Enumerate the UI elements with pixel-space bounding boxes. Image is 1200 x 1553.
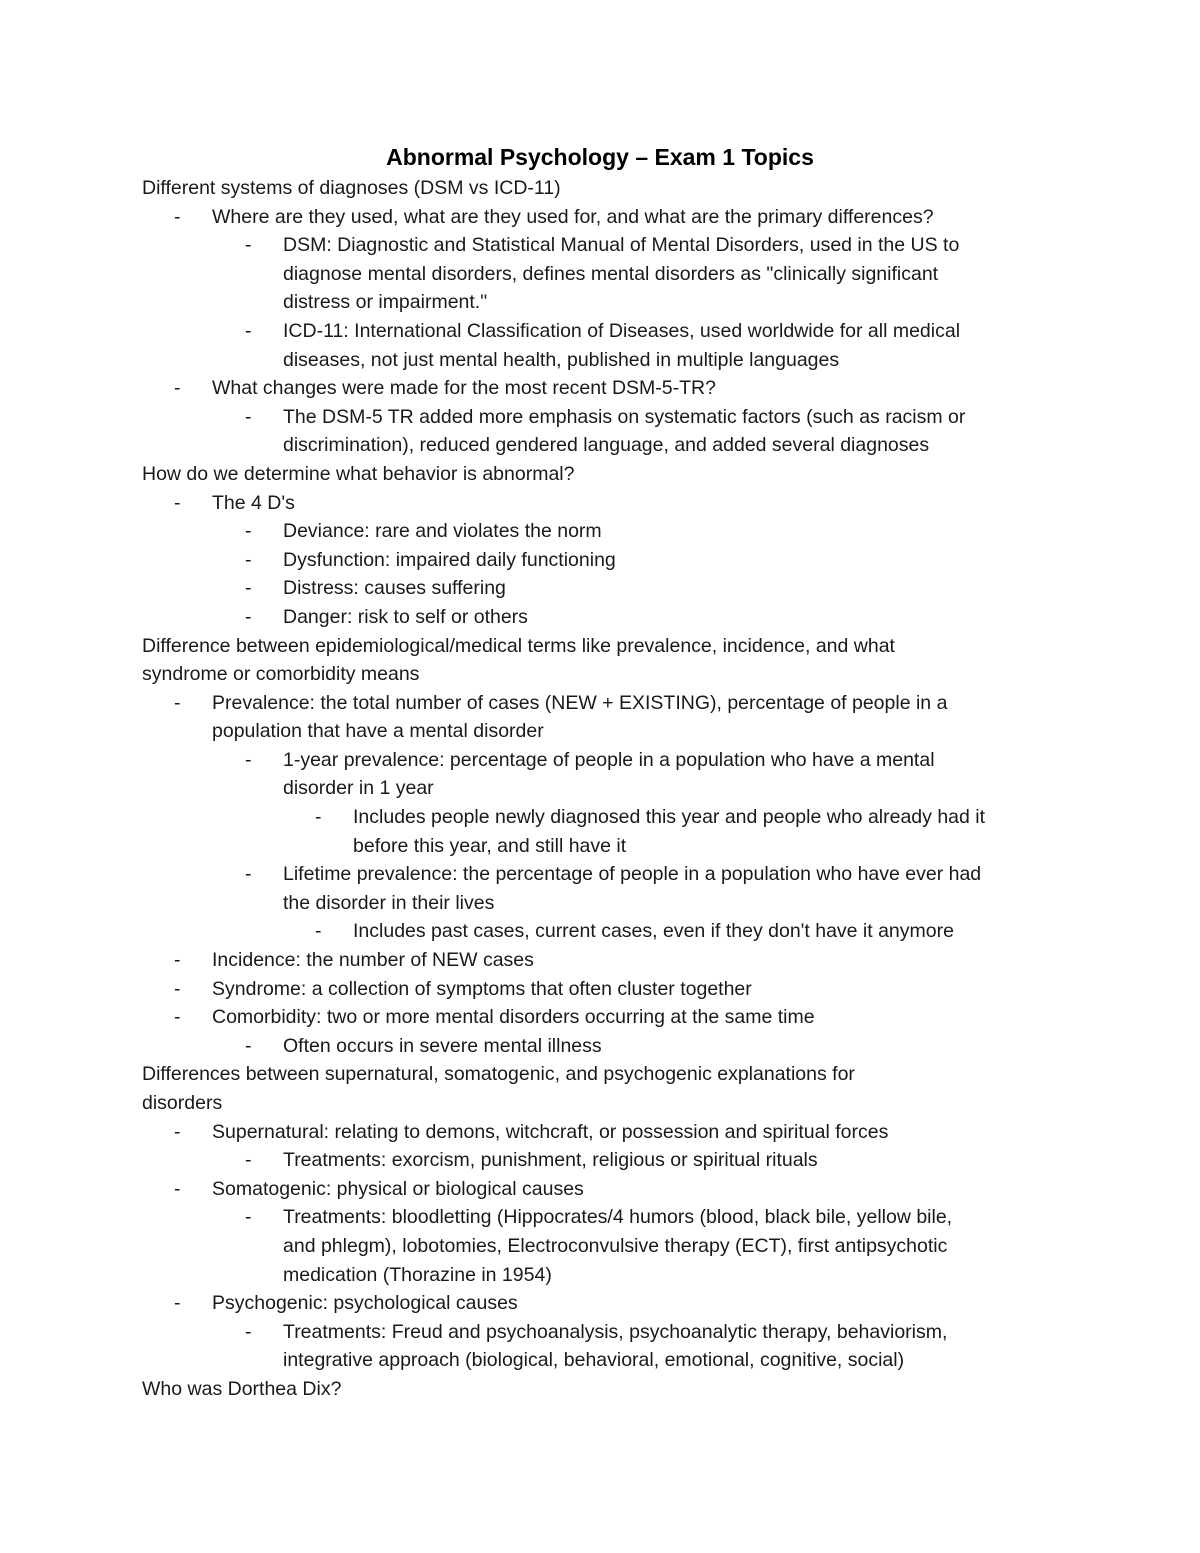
line-text: Prevalence: the total number of cases (NEW + EXISTING), percentage of people in a xyxy=(212,691,948,714)
outline-item xyxy=(142,832,1062,861)
dash-bullet-icon: - xyxy=(245,748,252,771)
line-text: disorder in 1 year xyxy=(283,777,434,800)
line-text: diagnose mental disorders, defines mental disorders as "clinically significant xyxy=(283,262,939,285)
line-text: Treatments: Freud and psychoanalysis, psychoanalytic therapy, behaviorism, xyxy=(283,1320,948,1343)
dash-bullet-icon: - xyxy=(174,377,181,400)
topic-line xyxy=(142,660,1062,689)
outline-item xyxy=(142,546,1062,575)
line-text: Deviance: rare and violates the norm xyxy=(283,520,602,543)
line-text: Includes past cases, current cases, even if they don't have it anymore xyxy=(353,920,954,943)
outline-item xyxy=(142,1318,1062,1347)
line-text: The 4 D's xyxy=(212,491,295,514)
line-text: Dysfunction: impaired daily functioning xyxy=(283,548,616,571)
topic-line xyxy=(142,1060,1062,1089)
dash-bullet-icon: - xyxy=(174,1292,181,1315)
dash-bullet-icon: - xyxy=(245,405,252,428)
outline-item xyxy=(142,517,1062,546)
line-text: Comorbidity: two or more mental disorders occurring at the same time xyxy=(212,1006,815,1029)
outline-item xyxy=(142,689,1062,718)
outline-item xyxy=(142,574,1062,603)
line-text: diseases, not just mental health, published in multiple languages xyxy=(283,348,840,371)
line-text: Psychogenic: psychological causes xyxy=(212,1292,518,1315)
outline-item xyxy=(142,374,1062,403)
outline-item xyxy=(142,317,1062,346)
topic-line xyxy=(142,632,1062,661)
dash-bullet-icon: - xyxy=(174,491,181,514)
line-text: population that have a mental disorder xyxy=(212,720,544,743)
line-text: The DSM-5 TR added more emphasis on systematic factors (such as racism or xyxy=(283,405,966,428)
line-text: Differences between supernatural, somatogenic, and psychogenic explanations for xyxy=(142,1063,855,1086)
line-text: Treatments: exorcism, punishment, religious or spiritual rituals xyxy=(283,1149,818,1172)
outline-item xyxy=(142,860,1062,889)
dash-bullet-icon: - xyxy=(174,1177,181,1200)
outline-item xyxy=(142,431,1062,460)
dash-bullet-icon: - xyxy=(245,548,252,571)
dash-bullet-icon: - xyxy=(174,1006,181,1029)
outline-item xyxy=(142,403,1062,432)
line-text: Incidence: the number of NEW cases xyxy=(212,949,534,972)
outline-item xyxy=(142,260,1062,289)
outline-item xyxy=(142,1146,1062,1175)
line-text: discrimination), reduced gendered language, and added several diagnoses xyxy=(283,434,930,457)
dash-bullet-icon: - xyxy=(174,949,181,972)
line-text: ICD-11: International Classification of Diseases, used worldwide for all medical xyxy=(283,319,961,342)
line-text: Difference between epidemiological/medical terms like prevalence, incidence, and what xyxy=(142,634,895,657)
line-text: Often occurs in severe mental illness xyxy=(283,1034,602,1057)
document-body xyxy=(142,174,1062,1404)
outline-item xyxy=(142,1261,1062,1290)
dash-bullet-icon: - xyxy=(245,1320,252,1343)
outline-item xyxy=(142,717,1062,746)
line-text: Supernatural: relating to demons, witchcraft, or possession and spiritual forces xyxy=(212,1120,889,1143)
outline-item xyxy=(142,774,1062,803)
line-text: medication (Thorazine in 1954) xyxy=(283,1263,552,1286)
line-text: 1-year prevalence: percentage of people in a population who have a mental xyxy=(283,748,935,771)
line-text: Syndrome: a collection of symptoms that often cluster together xyxy=(212,977,752,1000)
line-text: Distress: causes suffering xyxy=(283,577,506,600)
outline-item xyxy=(142,917,1062,946)
topic-line xyxy=(142,460,1062,489)
outline-item xyxy=(142,288,1062,317)
outline-item xyxy=(142,889,1062,918)
dash-bullet-icon: - xyxy=(315,920,322,943)
topic-line xyxy=(142,1089,1062,1118)
outline-item xyxy=(142,231,1062,260)
dash-bullet-icon: - xyxy=(245,605,252,628)
line-text: the disorder in their lives xyxy=(283,891,495,914)
topic-line xyxy=(142,1375,1062,1404)
line-text: Danger: risk to self or others xyxy=(283,605,528,628)
dash-bullet-icon: - xyxy=(245,319,252,342)
outline-item xyxy=(142,1346,1062,1375)
line-text: Includes people newly diagnosed this year and people who already had it xyxy=(353,806,986,829)
line-text: DSM: Diagnostic and Statistical Manual of Mental Disorders, used in the US to xyxy=(283,234,960,257)
outline-item xyxy=(142,1175,1062,1204)
outline-item xyxy=(142,1032,1062,1061)
outline-item xyxy=(142,603,1062,632)
dash-bullet-icon: - xyxy=(245,577,252,600)
line-text: disorders xyxy=(142,1092,223,1114)
dash-bullet-icon: - xyxy=(245,234,252,257)
line-text: Where are they used, what are they used for, and what are the primary differences? xyxy=(212,205,934,228)
outline-item xyxy=(142,489,1062,518)
dash-bullet-icon: - xyxy=(174,1120,181,1143)
dash-bullet-icon: - xyxy=(174,977,181,1000)
dash-bullet-icon: - xyxy=(245,1206,252,1229)
line-text: syndrome or comorbidity means xyxy=(142,663,420,686)
outline-item xyxy=(142,1289,1062,1318)
line-text: integrative approach (biological, behavioral, emotional, cognitive, social) xyxy=(283,1349,905,1372)
outline-item xyxy=(142,1118,1062,1147)
line-text: How do we determine what behavior is abnormal? xyxy=(142,462,575,485)
outline-item xyxy=(142,746,1062,775)
outline-item xyxy=(142,346,1062,375)
dash-bullet-icon: - xyxy=(245,520,252,543)
dash-bullet-icon: - xyxy=(245,1149,252,1172)
outline-item xyxy=(142,803,1062,832)
dash-bullet-icon: - xyxy=(245,1034,252,1057)
line-text: distress or impairment." xyxy=(283,291,488,314)
line-text: Different systems of diagnoses (DSM vs ICD-11) xyxy=(142,177,561,199)
dash-bullet-icon: - xyxy=(174,691,181,714)
line-text: Lifetime prevalence: the percentage of people in a population who have ever had xyxy=(283,863,982,886)
dash-bullet-icon: - xyxy=(174,205,181,228)
outline-item xyxy=(142,203,1062,232)
line-text: Treatments: bloodletting (Hippocrates/4 humors (blood, black bile, yellow bile, xyxy=(283,1206,953,1229)
line-text: What changes were made for the most recent DSM-5-TR? xyxy=(212,377,716,400)
line-text: Somatogenic: physical or biological causes xyxy=(212,1177,584,1200)
dash-bullet-icon: - xyxy=(245,863,252,886)
outline-item xyxy=(142,946,1062,975)
dash-bullet-icon: - xyxy=(315,806,322,829)
topic-line xyxy=(142,174,1062,203)
line-text: before this year, and still have it xyxy=(353,834,627,857)
line-text: and phlegm), lobotomies, Electroconvulsive therapy (ECT), first antipsychotic xyxy=(283,1234,948,1257)
outline-item xyxy=(142,1232,1062,1261)
outline-item xyxy=(142,975,1062,1004)
document-title: Abnormal Psychology – Exam 1 Topics xyxy=(386,144,814,170)
line-text: Who was Dorthea Dix? xyxy=(142,1377,342,1400)
outline-item xyxy=(142,1003,1062,1032)
outline-item xyxy=(142,1203,1062,1232)
